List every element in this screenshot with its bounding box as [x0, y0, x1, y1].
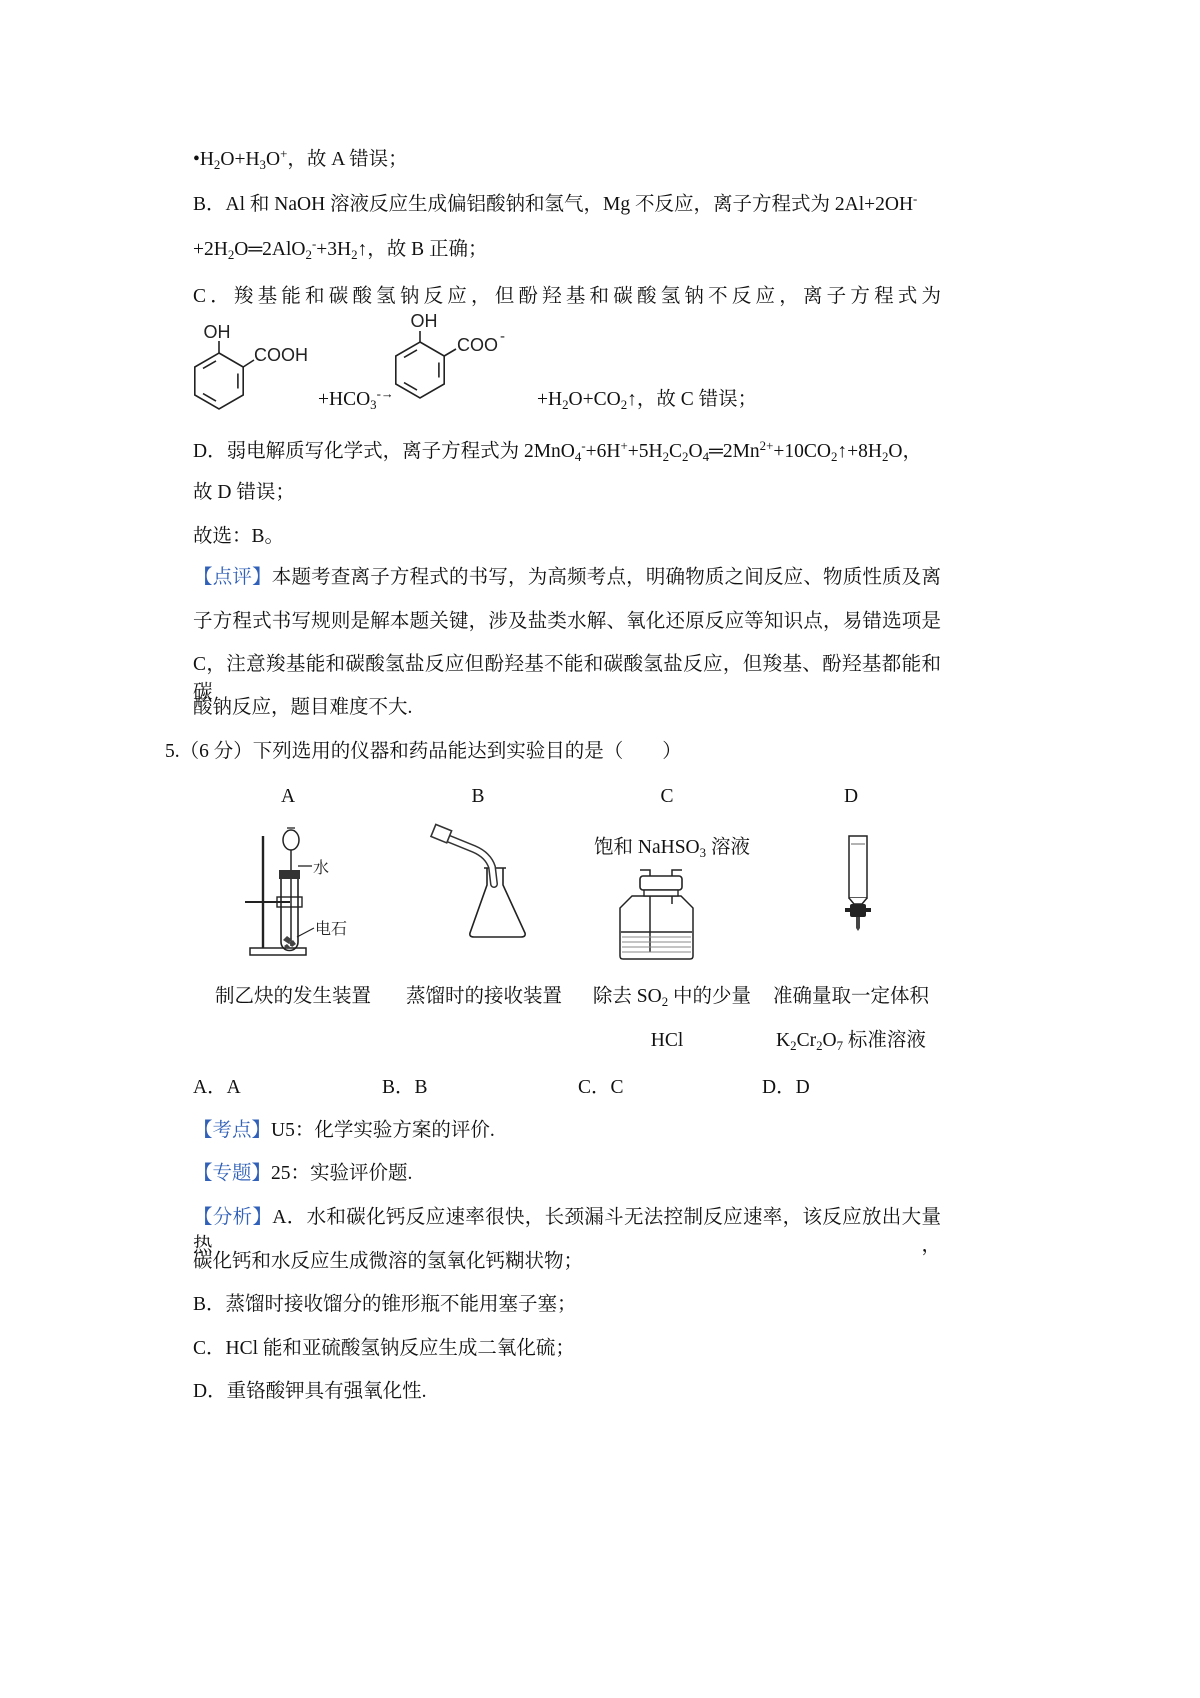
subscript: 2	[881, 450, 889, 465]
kaodian-line	[193, 1117, 495, 1145]
comment-line-4: 酸钠反应，题目难度不大.	[193, 697, 413, 718]
subscript: 2	[830, 450, 838, 465]
option-d: D．D	[762, 1077, 810, 1098]
water-label: 水	[313, 860, 330, 877]
text-segment: +HCO	[318, 389, 371, 410]
superscript: -	[581, 438, 586, 453]
subscript: 2	[620, 398, 628, 413]
comment-line-3: C，注意羧基能和碳酸氢盐反应但酚羟基不能和碳酸氢盐反应，但羧基、酚羟基都能和碳	[193, 654, 941, 703]
salicylate-structure-icon	[390, 305, 520, 405]
kaodian-text: U5：化学实验方案的评价.	[271, 1120, 495, 1141]
analysis-b-line-2	[193, 236, 488, 264]
question-5-stem: 5.（6 分）下列选用的仪器和药品能达到实验目的是（ ）	[165, 741, 682, 762]
subscript: 3	[259, 158, 266, 173]
text-segment: 标准溶液	[843, 1030, 926, 1051]
carboxylate-label: COO	[457, 335, 499, 355]
comment-line-1	[193, 564, 941, 592]
carboxyl-label: COOH	[254, 345, 308, 365]
calcium-carbide-label: 电石	[315, 921, 348, 938]
subscript: 2	[562, 398, 569, 413]
text-segment: 中的少量	[668, 986, 752, 1007]
subscript: 4	[702, 450, 709, 465]
subscript: 2	[213, 158, 221, 173]
caption-b: 蒸馏时的接收装置	[405, 986, 562, 1007]
column-letter-a: A	[280, 786, 296, 807]
zhuanti-text: 25：实验评价题.	[271, 1163, 413, 1184]
caption-d-line-1: 准确量取一定体积	[772, 986, 929, 1007]
text-segment: C	[669, 441, 683, 462]
superscript: -	[311, 236, 317, 251]
subscript: 2	[305, 248, 312, 263]
text-segment: +3H	[316, 239, 352, 260]
text-segment: 溶液	[706, 837, 750, 858]
caption-c-line-1	[577, 983, 767, 1011]
text-segment: ═2Mn	[709, 441, 760, 462]
caption-c-line-2: HCl	[650, 1030, 684, 1051]
text-segment: O，	[888, 441, 922, 462]
caption-d-line-2	[756, 1027, 946, 1055]
superscript: 2+	[759, 438, 774, 453]
option-a: A．A	[193, 1077, 241, 1098]
text-segment: B．Al 和 NaOH 溶液反应生成偏铝酸钠和氢气，Mg 不反应，离子方程式为 2Al+2OH	[193, 194, 914, 215]
column-letter-b: B	[471, 786, 485, 807]
caption-a: 制乙炔的发生装置	[214, 986, 371, 1007]
fenxi-line-5: D．重铬酸钾具有强氧化性.	[193, 1381, 427, 1402]
fenxi-line-3: B．蒸馏时接收馏分的锥形瓶不能用塞子塞；	[193, 1294, 577, 1315]
subscript: 2	[227, 248, 235, 263]
text-segment: Cr	[796, 1030, 817, 1051]
subscript: 3	[370, 398, 377, 413]
superscript: +	[620, 438, 628, 453]
text-segment: O+H	[220, 149, 260, 170]
analysis-d-line-2: 故 D 错误；	[193, 482, 295, 503]
comment-line-2: 子方程式书写规则是解本题关键，涉及盐类水解、氧化还原反应等知识点，易错选项是	[193, 611, 941, 632]
subscript: 7	[836, 1039, 844, 1054]
text-segment: K	[776, 1030, 791, 1051]
text-segment: +6H	[585, 441, 621, 462]
fenxi-line-2: 碳化钙和水反应生成微溶的氢氧化钙糊状物；	[193, 1251, 584, 1272]
acetylene-generator-apparatus-icon	[240, 822, 350, 962]
column-letter-c: C	[660, 786, 674, 807]
subscript: 4	[574, 450, 582, 465]
fenxi-text: A．水和碳化钙反应速率很快，长颈漏斗无法控制反应速率，该反应放出大量热，	[193, 1207, 941, 1256]
text-segment: •H	[193, 149, 214, 170]
comment-text: 本题考查离子方程式的书写，为高频考点，明确物质之间反应、物质性质及离	[271, 567, 941, 588]
text-segment: ↑，故 B 正确；	[357, 239, 488, 260]
fenxi-tag: 【分析】	[193, 1207, 273, 1228]
superscript: +	[280, 146, 288, 161]
option-c: C．C	[578, 1077, 624, 1098]
fenxi-line-4: C．HCl 能和亚硫酸氢钠反应生成二氧化硫；	[193, 1338, 575, 1359]
gas-washing-bottle-icon	[607, 862, 702, 962]
analysis-a-tail	[193, 146, 408, 174]
answer-line: 故选：B。	[193, 526, 285, 547]
hydroxyl-label: OH	[203, 322, 231, 342]
text-segment: +H	[537, 389, 563, 410]
superscript: -→	[376, 386, 394, 401]
option-b: B．B	[382, 1077, 428, 1098]
analysis-b-line-1	[193, 191, 917, 219]
subscript: 2	[790, 1039, 797, 1054]
analysis-c-tail	[537, 386, 757, 414]
charge-label: -	[500, 328, 505, 345]
hydroxyl-label: OH	[410, 311, 438, 331]
analysis-c-line-1: C．羧基能和碳酸氢钠反应，但酚羟基和碳酸氢钠不反应，离子方程式为	[193, 286, 941, 307]
distillation-receiver-flask-icon	[430, 822, 530, 944]
text-segment: ↑，故 C 错误；	[627, 389, 758, 410]
analysis-d-line-1	[193, 438, 922, 466]
text-segment: 除去 SO	[592, 986, 662, 1007]
text-segment: +2H	[193, 239, 228, 260]
burette-icon	[833, 832, 883, 936]
text-segment: O+CO	[568, 389, 621, 410]
zhuanti-tag: 【专题】	[193, 1163, 272, 1184]
text-segment: O	[688, 441, 703, 462]
text-segment: O═2AlO	[234, 239, 306, 260]
text-segment: O	[822, 1030, 837, 1051]
superscript: -	[913, 191, 918, 206]
subscript: 2	[351, 248, 358, 263]
reagent-label-c	[577, 834, 767, 862]
kaodian-tag: 【考点】	[193, 1120, 272, 1141]
text-segment: +10CO	[773, 441, 831, 462]
subscript: 2	[662, 450, 670, 465]
zhuanti-line	[193, 1160, 412, 1188]
text-segment: ，故 A 错误；	[287, 149, 408, 170]
comment-tag: 【点评】	[193, 567, 272, 588]
subscript: 2	[682, 450, 689, 465]
text-segment: D．弱电解质写化学式，离子方程式为 2MnO	[193, 441, 575, 462]
text-segment: +5H	[627, 441, 663, 462]
subscript: 2	[816, 1039, 823, 1054]
column-letter-d: D	[843, 786, 859, 807]
text-segment: O	[265, 149, 281, 170]
subscript: 2	[661, 995, 669, 1010]
subscript: 3	[699, 846, 707, 861]
text-segment: ↑+8H	[837, 441, 882, 462]
salicylic-acid-structure-icon	[186, 310, 326, 416]
analysis-c-middle	[318, 386, 394, 414]
text-segment: 饱和 NaHSO	[594, 837, 700, 858]
